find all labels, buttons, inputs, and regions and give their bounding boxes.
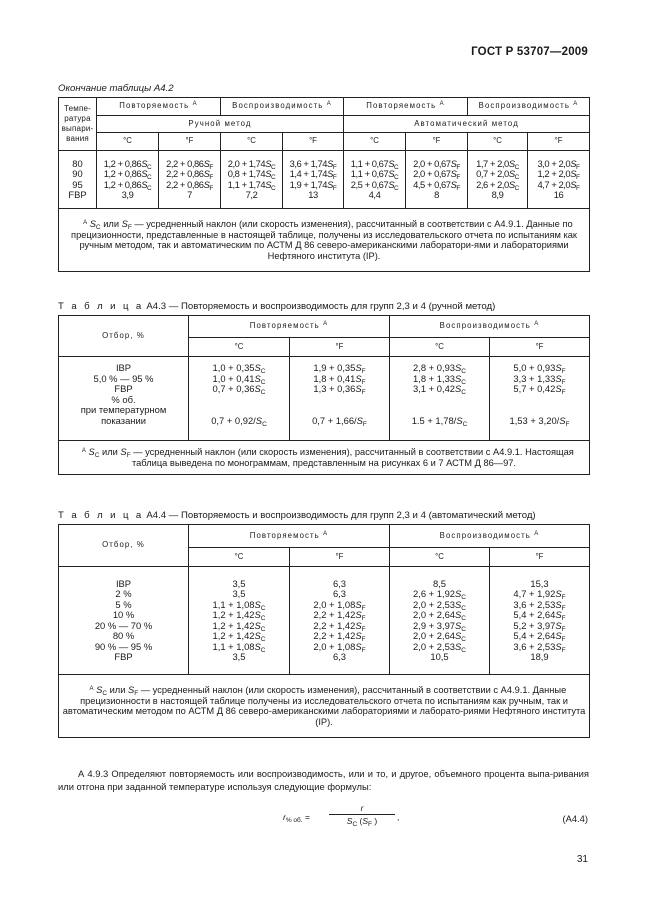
table-a44-data-cell: 8,5 $2,6 + 1,92S_C$ $2,0 + 2,53S_C$ $2,0 + 2,64S_C$ $2,9 + 3,97S_C$ $2,0 + 2,64S_C$ $2,0 + 2,53S_C$ 10,5 bbox=[390, 567, 490, 675]
table-a42-data-cell: $1,1 + 0,67S_C$ $1,1 + 0,67S_C$ $2,5 + 0,67S_C$ 4,4 bbox=[344, 151, 406, 209]
table-a44 bbox=[58, 524, 590, 738]
table-a44-unit: °F bbox=[290, 548, 390, 567]
table-a42-unit: °C bbox=[468, 133, 528, 151]
table-a42-data-cell: $1,7 + 2,0S_C$ $0,7 + 2,0S_C$ $2,6 + 2,0S_C$ 8,9 bbox=[468, 151, 528, 209]
table-a44-repeatability-header: Повторяемость $^А$ bbox=[189, 525, 390, 548]
table-a43 bbox=[58, 315, 590, 475]
table-a43-data-cell: $5,0 + 0,93S_F$ $3,3 + 1,33S_F$ $5,7 + 0,42S_F$ $1,53 + 3,20/S_F$ bbox=[490, 357, 590, 441]
table-a42-data-cell: $3,6 + 1,74S_F$ $1,4 + 1,74S_F$ $1,9 + 1,74S_F$ 13 bbox=[283, 151, 344, 209]
table-a44-data-cell: 15,3 $4,7 + 1,92S_F$ $3,6 + 2,53S_F$ $5,4 + 2,64S_F$ $5,2 + 3,97S_F$ $5,4 + 2,64S_F$ $3,6 + 2,53S_F$ 18,9 bbox=[490, 567, 590, 675]
table-a42-data-cell: $2,0 + 0,67S_F$ $2,0 + 0,67S_F$ $4,5 + 0,67S_F$ 8 bbox=[406, 151, 468, 209]
table-a43-unit: °C bbox=[390, 338, 490, 357]
table-a44-label-cell: IBP 2 % 5 % 10 % 20 % — 70 % 80 % 90 % — 95 % FBP bbox=[59, 567, 189, 675]
table-a43-label-cell: IBP 5,0 % — 95 % FBP % об. при температурном показании bbox=[59, 357, 189, 441]
section-paragraph: А 4.9.3 Определяют повторяемость или воспроизводимость, или и то, и другое, объемного процента выпа-ривания или отгона при заданной температуре используя следующие формулы: bbox=[58, 768, 589, 792]
table-a44-footnote: $^А$ $S_C$ или $S_F$ — усредненный наклон (или скорость изменения), рассчитанный в соответствии с А4.9.1. Данные прецизионности в настоящей таблице получены из исследовательского отчета по испытаниям как ручным, так и автоматическим методом по АСТМ Д 86 северо-американскими лабораториями и лаборато-риями Нефтяного института (IP). bbox=[59, 675, 590, 738]
table-a42-repeatability-manual-header: Повторяемость $^А$ bbox=[97, 98, 221, 116]
table-a43-data-cell: $1,9 + 0,35S_F$ $1,8 + 0,41S_F$ $1,3 + 0,36S_F$ $0,7 + 1,66/S_F$ bbox=[290, 357, 390, 441]
formula-numerator: r bbox=[360, 803, 364, 813]
formula-fraction bbox=[329, 803, 395, 826]
table-a42-unit: °F bbox=[528, 133, 590, 151]
table-a44-reproducibility-header: Воспроизводимость $^А$ bbox=[390, 525, 590, 548]
table-a42-unit: °F bbox=[283, 133, 344, 151]
table-a42-unit: °C bbox=[97, 133, 159, 151]
table-a42-data-cell: $1,2 + 0,86S_C$ $1,2 + 0,86S_C$ $1,2 + 0,86S_C$ 3,9 bbox=[97, 151, 159, 209]
table-a44-unit: °C bbox=[390, 548, 490, 567]
formula-suffix: , bbox=[397, 812, 400, 822]
table-a44-data-cell: 6,3 6,3 $2,0 + 1,08S_F$ $2,2 + 1,42S_F$ $2,2 + 1,42S_F$ $2,2 + 1,42S_F$ $2,0 + 1,08S_F$ 6,3 bbox=[290, 567, 390, 675]
table-a43-data-cell: $2,8 + 0,93S_C$ $1,8 + 1,33S_C$ $3,1 + 0,42S_C$ $1.5 + 1,78/S_C$ bbox=[390, 357, 490, 441]
table-a43-unit: °C bbox=[189, 338, 290, 357]
table-a44-unit: °F bbox=[490, 548, 590, 567]
table-a44-sample-header: Отбор, % bbox=[59, 525, 189, 567]
table-a43-unit: °F bbox=[490, 338, 590, 357]
table-a44-unit: °C bbox=[189, 548, 290, 567]
table-a43-reproducibility-header: Воспроизводимость $^А$ bbox=[390, 316, 590, 338]
table-a43-footnote: $^А$ $S_C$ или $S_F$ — усредненный наклон (или скорость изменения), рассчитанный в соответствии с А4.9.1. Настоящая таблица выведена по монограммам, представленным на рисунках 6 и 7 АСТМ Д 86—97. bbox=[59, 441, 590, 475]
table-a42-data-cell: $3,0 + 2,0S_F$ $1,2 + 2,0S_F$ $4,7 + 2,0S_F$ 16 bbox=[528, 151, 590, 209]
formula-lhs: $r_{\% об.}$ = bbox=[283, 812, 310, 824]
table-a42-auto-method-header: Автоматический метод bbox=[344, 116, 590, 133]
table-a43-unit: °F bbox=[290, 338, 390, 357]
table-a42-caption: Окончание таблицы А4.2 bbox=[58, 83, 174, 94]
table-a42-evaporation-temp-header: Темпе- ратура выпари- вания bbox=[59, 98, 97, 151]
table-a44-caption: Т а б л и ц а А4.4 — Повторяемость и воспроизводимость для групп 2,3 и 4 (автоматический метод) bbox=[58, 510, 536, 521]
page-number: 31 bbox=[576, 854, 588, 865]
equation-number: (А4.4) bbox=[562, 813, 588, 824]
table-a42-reproducibility-auto-header: Воспроизводимость $^А$ bbox=[468, 98, 590, 116]
table-a42-data-cell: $2,2 + 0,86S_F$ $2,2 + 0,86S_F$ $2,2 + 0,86S_F$ 7 bbox=[159, 151, 221, 209]
table-a42 bbox=[58, 97, 590, 272]
table-a43-data-cell: $1,0 + 0,35S_C$ $1,0 + 0,41S_C$ $0,7 + 0,36S_C$ $0,7 + 0,92/S_C$ bbox=[189, 357, 290, 441]
table-a42-temperature-cell: 80 90 95 FBP bbox=[59, 151, 97, 209]
table-a43-repeatability-header: Повторяемость $^А$ bbox=[189, 316, 390, 338]
table-a42-unit: °C bbox=[221, 133, 283, 151]
table-a42-reproducibility-manual-header: Воспроизводимость $^А$ bbox=[221, 98, 344, 116]
formula-denominator: $S_C$ ($S_F$ ) bbox=[329, 814, 395, 826]
table-a42-data-cell: $2,0 + 1,74S_C$ $0,8 + 1,74S_C$ $1,1 + 1,74S_C$ 7,2 bbox=[221, 151, 283, 209]
table-a42-repeatability-auto-header: Повторяемость $^А$ bbox=[344, 98, 468, 116]
table-a42-manual-method-header: Ручной метод bbox=[97, 116, 344, 133]
table-a42-unit: °F bbox=[406, 133, 468, 151]
document-standard-number: ГОСТ Р 53707—2009 bbox=[471, 46, 588, 58]
table-a44-data-cell: 3,5 3,5 $1,1 + 1,08S_C$ $1,2 + 1,42S_C$ $1,2 + 1,42S_C$ $1,2 + 1,42S_C$ $1,1 + 1,08S_C$ 3,5 bbox=[189, 567, 290, 675]
table-a42-footnote: $^А$ $S_C$ или $S_F$ — усредненный наклон (или скорость изменения), рассчитанный в соответствии с А4.9.1. Данные по прецизионности, представленные в настоящей таблице, получены из исследовательского отчета по испытаниям как ручным методом, так и автоматическим по АСТМ Д 86 северо-американскими лаборатори-ями и лабораториями Нефтяного института (IP). bbox=[59, 209, 590, 272]
table-a42-unit: °F bbox=[159, 133, 221, 151]
table-a43-caption: Т а б л и ц а А4.3 — Повторяемость и воспроизводимость для групп 2,3 и 4 (ручной метод) bbox=[58, 301, 496, 312]
table-a42-unit: °C bbox=[344, 133, 406, 151]
table-a43-sample-header: Отбор, % bbox=[59, 316, 189, 357]
